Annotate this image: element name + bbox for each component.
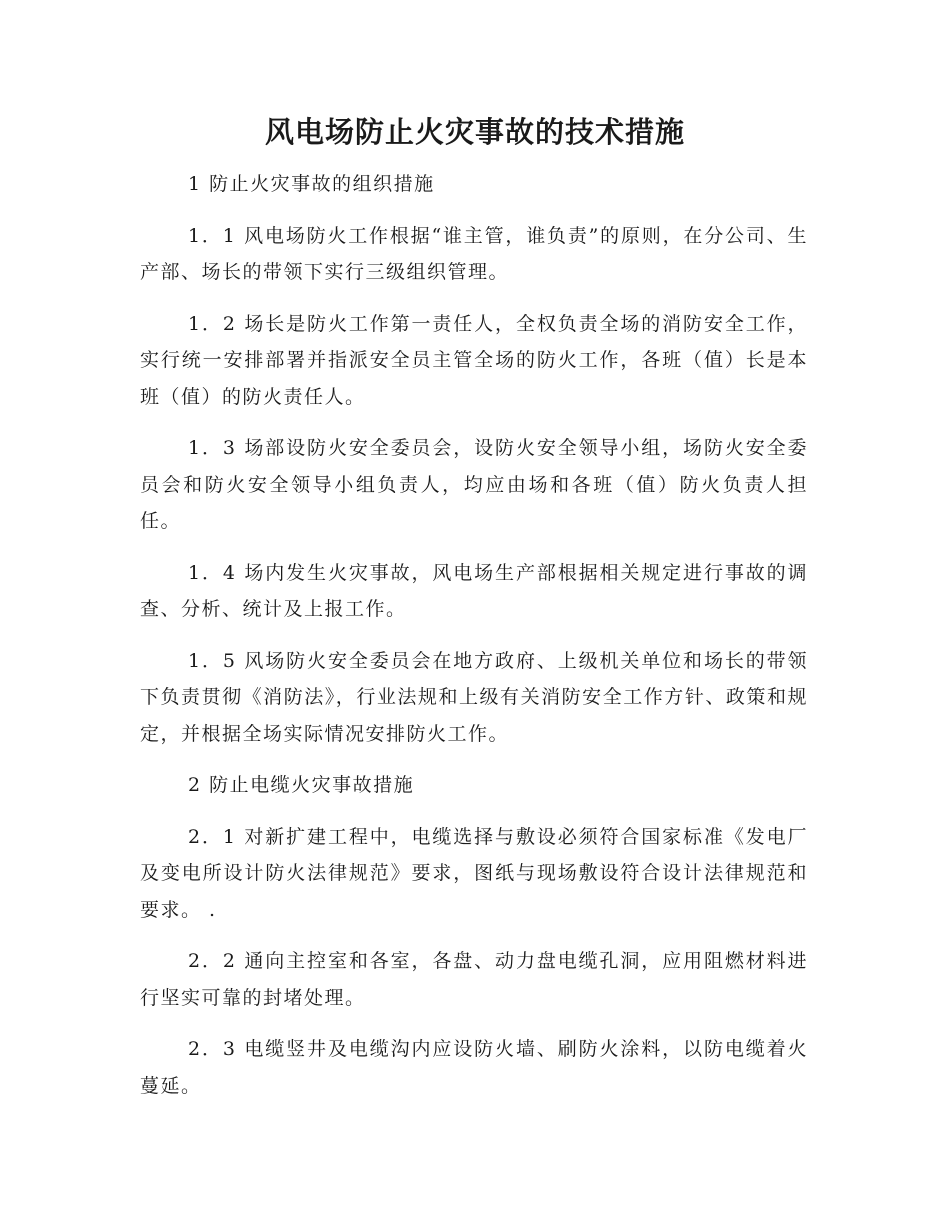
paragraph-2-1: 2．1 对新扩建工程中，电缆选择与敷设必须符合国家标准《发电厂及变电所设计防火法律规范》要求，图纸与现场敷设符合设计法律规范和要求。 . xyxy=(140,825,808,921)
paragraph-1-5: 1．5 风场防火安全委员会在地方政府、上级机关单位和场长的带领下负责贯彻《消防法》，行业法规和上级有关消防安全工作方针、政策和规定，并根据全场实际情况安排防火工作。 xyxy=(140,649,808,745)
paragraph-1-2: 1．2 场长是防火工作第一责任人，全权负责全场的消防安全工作，实行统一安排部署并指派安全员主管全场的防火工作，各班（值）长是本班（值）的防火责任人。 xyxy=(140,312,808,408)
paragraph-1-4: 1．4 场内发生火灾事故，风电场生产部根据相关规定进行事故的调查、分析、统计及上报工作。 xyxy=(140,561,808,620)
document-body xyxy=(140,166,808,1119)
paragraph-2-3: 2．3 电缆竖井及电缆沟内应设防火墙、刷防火涂料，以防电缆着火蔓延。 xyxy=(140,1038,808,1097)
section-heading-1: 1 防止火灾事故的组织措施 xyxy=(188,173,435,195)
paragraph-1-1: 1．1 风电场防火工作根据“谁主管，谁负责”的原则，在分公司、生产部、场长的带领下实行三级组织管理。 xyxy=(140,224,808,283)
document-title: 风电场防止火灾事故的技术措施 xyxy=(264,115,685,149)
paragraph-2-2: 2．2 通向主控室和各室，各盘、动力盘电缆孔洞，应用阻燃材料进行坚实可靠的封堵处理。 xyxy=(140,950,808,1009)
section-heading-2: 2 防止电缆火灾事故措施 xyxy=(188,774,415,796)
paragraph-1-3: 1．3 场部设防火安全委员会，设防火安全领导小组，场防火安全委员会和防火安全领导小组负责人，均应由场和各班（值）防火负责人担任。 xyxy=(140,437,808,532)
